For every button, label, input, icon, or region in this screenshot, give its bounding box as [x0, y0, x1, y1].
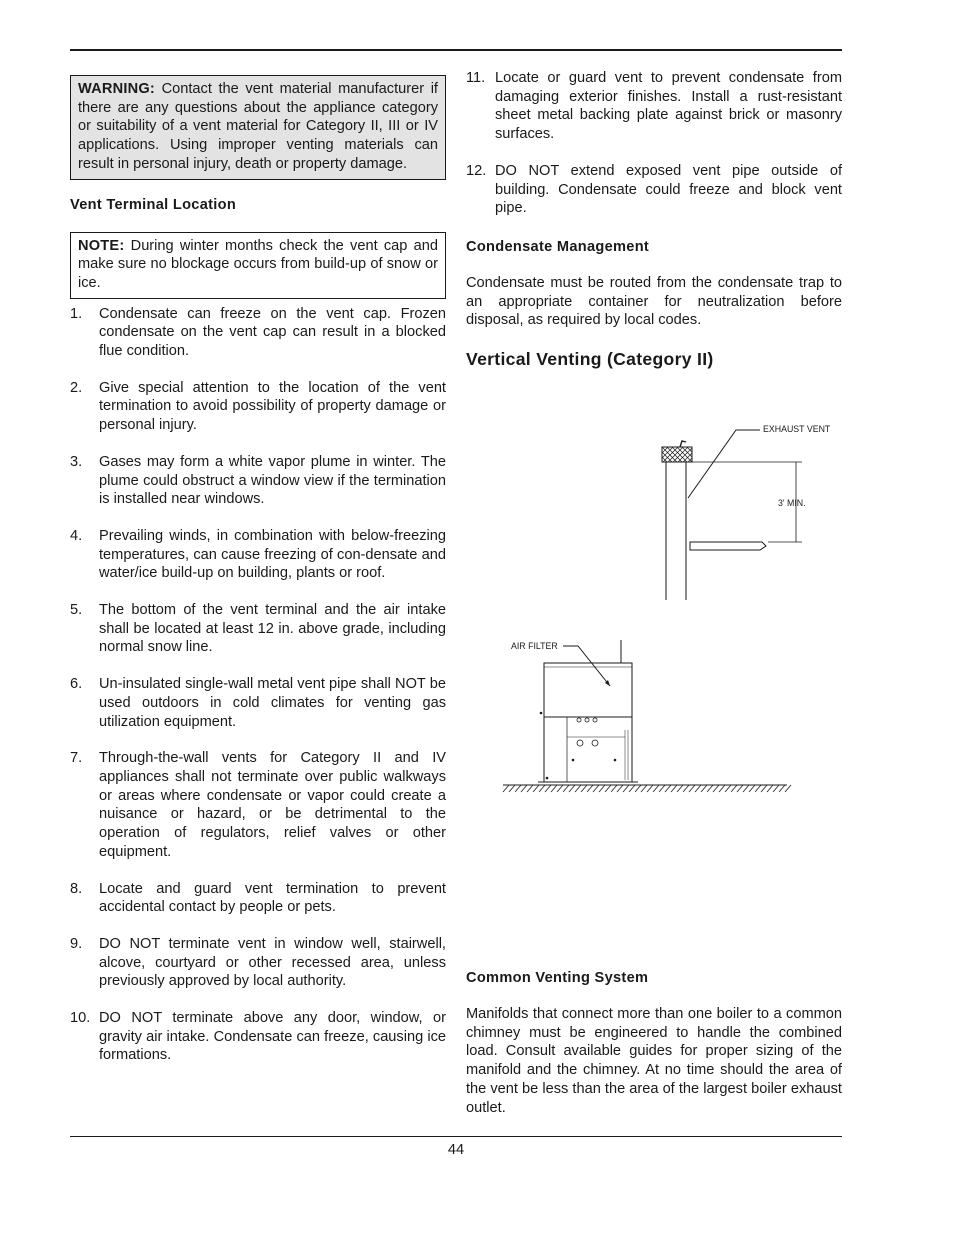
- ground-hatch-stroke: [635, 785, 641, 792]
- ground-hatch-stroke: [533, 785, 539, 792]
- ground-hatch-stroke: [761, 785, 767, 792]
- condensate-paragraph: Condensate must be routed from the condensate trap to an appropriate container for neutralization before disposal, as required by local codes.: [466, 274, 842, 329]
- ground-hatch-stroke: [773, 785, 779, 792]
- ground-hatch-stroke: [737, 785, 743, 792]
- ground-hatch-stroke: [713, 785, 719, 792]
- list-item: [70, 379, 446, 435]
- ground-hatch-stroke: [707, 785, 713, 792]
- list-item: [70, 880, 446, 917]
- list-item: [70, 749, 446, 861]
- note-label: NOTE:: [78, 237, 125, 254]
- note-paragraph: [78, 237, 438, 293]
- ground-hatch-stroke: [557, 785, 563, 792]
- condensate-heading: Condensate Management: [466, 238, 650, 255]
- common-venting-paragraph: Manifolds that connect more than one boiler to a common chimney must be engineered to handle the combined load. Consult available guides for proper sizing of the manifold and the chimney. At no time should the area of the vent be less than the area of the largest boiler exhaust outlet.: [466, 1006, 842, 1116]
- air-filter-leader: [563, 646, 610, 686]
- ground-hatch-stroke: [551, 785, 557, 792]
- ground-hatch-stroke: [671, 785, 677, 792]
- ground-hatch-stroke: [515, 785, 521, 792]
- ground-hatch-stroke: [779, 785, 785, 792]
- warning-label: WARNING:: [78, 81, 155, 97]
- list-item-text: Condensate can freeze on the vent cap. Frozen condensate on the vent cap can result in a blocked flue condition.: [99, 305, 446, 360]
- ground-hatch-stroke: [689, 785, 695, 792]
- list-item-text: Gases may form a white vapor plume in winter. The plume could obstruct a window view if the termination is installed near windows.: [99, 453, 446, 508]
- list-item-number: 12.: [466, 162, 487, 179]
- roof-line: [690, 542, 766, 550]
- ground-hatch-stroke: [767, 785, 773, 792]
- list-item: [70, 1009, 446, 1065]
- left-column: [70, 75, 446, 1065]
- ground-hatch-stroke: [581, 785, 587, 792]
- ground-hatch-stroke: [719, 785, 725, 792]
- vent-terminal-heading: Vent Terminal Location: [70, 196, 237, 213]
- common-venting-heading: Common Venting System: [466, 970, 649, 986]
- ground-hatch-stroke: [605, 785, 611, 792]
- list-item-text: Prevailing winds, in combination with below-freezing temperatures, can cause freezing of con-densate and water/ice build-up on building, plants or roof.: [99, 527, 446, 582]
- ground-hatch-stroke: [563, 785, 569, 792]
- vertical-venting-heading: Vertical Venting (Category II): [466, 349, 714, 370]
- exhaust-vent-label: EXHAUST VENT: [763, 424, 831, 434]
- ground-hatch-stroke: [587, 785, 593, 792]
- list-item: [70, 527, 446, 583]
- ground-hatch-stroke: [545, 785, 551, 792]
- list-item-text: DO NOT extend exposed vent pipe outside of building. Condensate could freeze and block vent pipe.: [495, 162, 842, 217]
- ground-hatch-stroke: [617, 785, 623, 792]
- list-item-number: 1.: [70, 305, 83, 322]
- list-item-number: 6.: [70, 676, 83, 693]
- list-item-text: DO NOT terminate vent in window well, stairwell, alcove, courtyard or other recessed area, unless previously approved by local authority.: [99, 935, 446, 990]
- list-item: [466, 69, 842, 144]
- ground-hatch-stroke: [647, 785, 653, 792]
- exhaust-vent-leader: [688, 430, 760, 498]
- ground-hatch-stroke: [731, 785, 737, 792]
- ground-hatch-stroke: [641, 785, 647, 792]
- ground-hatch-stroke: [659, 785, 665, 792]
- bottom-rule: [70, 1136, 842, 1137]
- ground-hatch-stroke: [665, 785, 671, 792]
- list-item-number: 10.: [70, 1010, 91, 1027]
- list-item-number: 7.: [70, 750, 83, 767]
- ground-hatch-stroke: [653, 785, 659, 792]
- note-text: During winter months check the vent cap and make sure no blockage occurs from build-up of snow or ice.: [78, 237, 438, 291]
- vent-terminal-list-continued: [466, 69, 842, 218]
- ground-hatch-stroke: [743, 785, 749, 792]
- page-number: 44: [447, 1142, 465, 1158]
- ground-hatch-icon: [503, 785, 791, 792]
- list-item-number: 2.: [70, 379, 83, 396]
- list-item-number: 8.: [70, 880, 83, 897]
- ground-hatch-stroke: [575, 785, 581, 792]
- list-item-number: 3.: [70, 453, 83, 470]
- vent-cap-tip: [680, 441, 686, 447]
- list-item-text: Give special attention to the location of the vent termination to avoid possibility of property damage or personal injury.: [99, 379, 446, 434]
- ground-hatch-stroke: [701, 785, 707, 792]
- ground-hatch-stroke: [629, 785, 635, 792]
- list-item-number: 4.: [70, 527, 83, 544]
- common-venting-section: [466, 970, 842, 1117]
- list-item: [70, 305, 446, 361]
- ground-hatch-stroke: [521, 785, 527, 792]
- ground-hatch-stroke: [509, 785, 515, 792]
- ground-hatch-stroke: [599, 785, 605, 792]
- ground-hatch-stroke: [677, 785, 683, 792]
- list-item: [70, 453, 446, 509]
- ground-hatch-stroke: [611, 785, 617, 792]
- ground-hatch-stroke: [527, 785, 533, 792]
- ground-hatch-stroke: [683, 785, 689, 792]
- right-column: [466, 69, 842, 370]
- list-item-number: 11.: [466, 70, 486, 86]
- vent-cap-icon: [662, 447, 692, 462]
- list-item-text: The bottom of the vent terminal and the air intake shall be located at least 12 in. above grade, including normal snow line.: [99, 602, 446, 656]
- boiler-unit-icon: [538, 640, 638, 782]
- list-item-text: Locate and guard vent termination to prevent accidental contact by people or pets.: [99, 880, 446, 916]
- vertical-venting-diagram: [490, 424, 831, 800]
- ground-hatch-stroke: [695, 785, 701, 792]
- warning-box: [70, 75, 446, 180]
- list-item: [70, 601, 446, 657]
- ground-hatch-stroke: [593, 785, 599, 792]
- note-box: [70, 232, 446, 299]
- ground-hatch-stroke: [569, 785, 575, 792]
- top-rule: [70, 49, 842, 51]
- list-item: [70, 935, 446, 991]
- dim-3ft-label: 3' MIN.: [778, 498, 806, 508]
- warning-paragraph: [78, 80, 438, 174]
- list-item-number: 9.: [70, 935, 83, 952]
- list-item: [70, 675, 446, 731]
- ground-hatch-stroke: [539, 785, 545, 792]
- list-item-text: DO NOT terminate above any door, window, or gravity air intake. Condensate can freeze, causing ice formations.: [99, 1010, 446, 1064]
- list-item-text: Locate or guard vent to prevent condensate from damaging exterior finishes. Install a rust-resistant sheet metal backing plate against brick or masonry surfaces.: [495, 70, 842, 143]
- ground-hatch-stroke: [785, 785, 791, 792]
- list-item-number: 5.: [70, 602, 83, 619]
- ground-hatch-stroke: [755, 785, 761, 792]
- list-item-text: Through-the-wall vents for Category II and IV appliances shall not terminate over public walkways or areas where condensate or vapor could create a nuisance or hazard, or be detrimental to the operation of regulators, relief valves or other equipment.: [99, 750, 446, 860]
- air-filter-label: AIR FILTER: [511, 641, 558, 651]
- list-item-text: Un-insulated single-wall metal vent pipe shall NOT be used outdoors in cold climates for venting gas utilization equipment.: [99, 676, 446, 730]
- vent-terminal-list: [70, 305, 446, 1066]
- warning-text: Contact the vent material manufacturer if there are any questions about the appliance category or suitability of a vent material for Category II, III or IV applications. Using improper venting materials can result in personal injury, death or property damage.: [78, 81, 438, 172]
- ground-hatch-stroke: [749, 785, 755, 792]
- ground-hatch-stroke: [623, 785, 629, 792]
- ground-hatch-stroke: [503, 785, 509, 792]
- list-item: [466, 162, 842, 218]
- ground-hatch-stroke: [725, 785, 731, 792]
